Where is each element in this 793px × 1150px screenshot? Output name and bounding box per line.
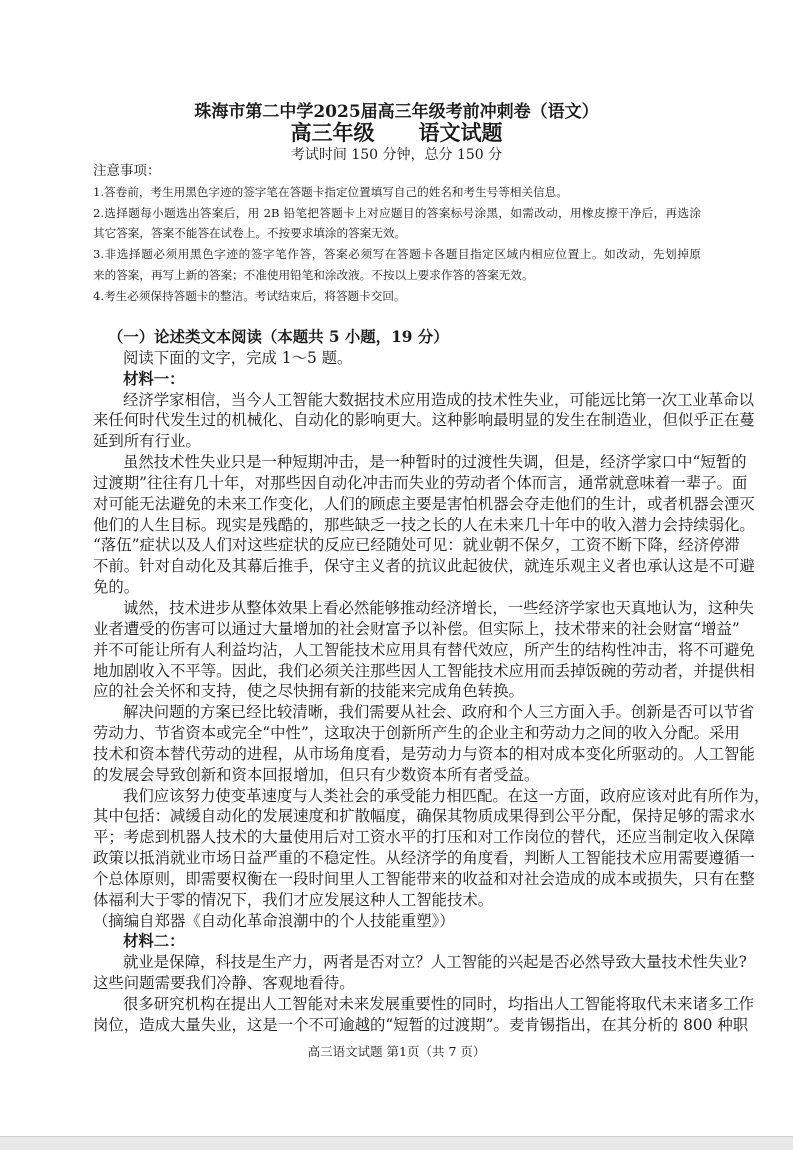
notes-heading: 注意事项： xyxy=(93,163,161,179)
text-line: 来任何时代发生过的机械化、自动化的影响更大。这种影响最明显的发生在制造业，但似乎正在蔓 xyxy=(93,411,755,430)
text-line: 政策以抵消就业市场日益严重的不稳定性。从经济学的角度看，判断人工智能技术应用需要遵循一 xyxy=(93,849,755,868)
page-footer: 高三语文试题 第1页（共 7 页） xyxy=(307,1044,486,1059)
text-line: 他们的人生目标。现实是残酷的，那些缺乏一技之长的人在未来几十年中的收入潜力会持续弱化。 xyxy=(93,515,755,534)
text-line: 对可能无法避免的未来工作变化，人们的顾虑主要是害怕机器会夺走他们的生计，或者机器会湮灭 xyxy=(93,494,755,513)
note-line: 4.考生必须保持答题卡的整洁。考试结束后，将答题卡交回。 xyxy=(93,288,406,303)
text-line: 的发展会导致创新和资本回报增加，但只有少数资本所有者受益。 xyxy=(93,765,540,784)
text-line: 体福利大于零的情况下，我们才应发展这种人工智能技术。 xyxy=(93,890,494,909)
text-line: 岗位，造成大量失业，这是一个不可逾越的“短暂的过渡期”。麦肯锡指出，在其分析的 800 种职 xyxy=(93,1015,749,1034)
text-line: 虽然技术性失业只是一种短期冲击，是一种暂时的过渡性失调，但是，经济学家口中“短暂的 xyxy=(123,453,747,472)
text-line: 不前。针对自动化及其幕后推手，保守主义者的抗议此起彼伏，就连乐观主义者也承认这是不可避 xyxy=(93,557,755,576)
paragraph xyxy=(93,390,755,453)
exam-title: 珠海市第二中学2025届高三年级考前冲刺卷（语文） xyxy=(194,102,599,122)
paragraph xyxy=(93,952,747,994)
text-line: 这些问题需要我们冷静、客观地看待。 xyxy=(93,974,355,993)
page-bottom-edge xyxy=(0,1136,793,1150)
text-line: 解决问题的方案已经比较清晰，我们需要从社会、政府和个人三方面入手。创新是否可以节省 xyxy=(123,703,755,722)
exam-notes xyxy=(93,161,701,307)
material1-label: 材料一： xyxy=(123,369,185,388)
text-line: 并不可能让所有人利益均沾，人工智能技术应用具有替代效应，所产生的结构性冲击，将不可避免 xyxy=(93,640,755,659)
subject-label: 语文试题 xyxy=(418,120,503,145)
paragraph xyxy=(93,452,755,598)
paragraph xyxy=(93,786,770,911)
text-line: 个总体原则，即需要权衡在一段时间里人工智能带来的收益和对社会造成的成本或损失，只有在整 xyxy=(93,869,755,888)
text-line: 地加剧收入不平等。因此，我们必须关注那些因人工智能技术应用而丢掉饭碗的劳动者，并提供相 xyxy=(93,661,755,680)
text-line: 就业是保障，科技是生产力，两者是否对立？人工智能的兴起是否必然导致大量技术性失业? xyxy=(123,953,747,972)
reading-section xyxy=(93,327,770,1036)
section-instruction: 阅读下面的文字，完成 1～5 题。 xyxy=(123,348,353,367)
paragraph xyxy=(93,598,755,702)
material2-body xyxy=(93,952,755,1035)
note-line: 1.答卷前，考生用黑色字迹的签字笔在答题卡指定位置填写自己的姓名和考生号等相关信息。 xyxy=(93,184,568,199)
text-line: 延到所有行业。 xyxy=(93,432,201,451)
material2-label: 材料二： xyxy=(123,932,185,951)
note-line: 其它答案，答案不能答在试卷上。不按要求填涂的答案无效。 xyxy=(93,226,407,241)
text-line: 技术和资本替代劳动的进程，从市场角度看，是劳动力与资本的相对成本变化所驱动的。人工智能 xyxy=(93,744,755,763)
paragraph xyxy=(93,702,755,785)
text-line: 免的。 xyxy=(93,578,140,597)
exam-info: 考试时间 150 分钟，总分 150 分 xyxy=(290,147,503,163)
paragraph xyxy=(93,994,755,1036)
text-line: 劳动力、节省资本或完全“中性”，这取决于创新所产生的企业主和劳动力之间的收入分配。采用 xyxy=(93,724,740,743)
text-line: 经济学家相信，当今人工智能大数据技术应用造成的技术性失业，可能远比第一次工业革命以 xyxy=(123,390,755,409)
text-line: 过渡期”往往有几十年，对那些因自动化冲击而失业的劳动者个体而言，通常就意味着一辈子。面 xyxy=(93,473,748,492)
citation: （摘编自郑器《自动化革命浪潮中的个人技能重塑》） xyxy=(93,911,455,930)
exam-subtitle xyxy=(0,117,793,147)
text-line: 很多研究机构在提出人工智能对未来发展重要性的同时，均指出人工智能将取代未来诸多工作 xyxy=(123,995,755,1013)
grade-label: 高三年级 xyxy=(290,120,375,145)
text-line: 诚然，技术进步从整体效果上看必然能够推动经济增长，一些经济学家也天真地认为，这种失 xyxy=(123,598,755,617)
note-line: 来的答案，再写上新的答案；不准使用铅笔和涂改液。不按以上要求作答的答案无效。 xyxy=(93,267,534,282)
section-heading: （一）论述类文本阅读（本题共 5 小题，19 分） xyxy=(108,328,449,346)
text-line: “落伍”症状以及人们对这些症状的反应已经随处可见：就业朝不保夕，工资不断下降，经济停滞 xyxy=(93,536,740,555)
note-line: 3.非选择题必须用黑色字迹的签字笔作答，答案必须写在答题卡各题目指定区域内相应位置上。如改动，先划掉原 xyxy=(93,247,701,262)
note-line: 2.选择题每小题选出答案后，用 2B 铅笔把答题卡上对应题目的答案标号涂黑，如需改动，用橡皮擦干净后，再选涂 xyxy=(93,205,701,220)
text-line: 其中包括：减缓自动化的发展速度和扩散幅度，确保其物质成果得到公平分配，保持足够的需求水 xyxy=(93,807,755,826)
text-line: 我们应该努力使变革速度与人类社会的承受能力相匹配。在这一方面，政府应该对此有所作为， xyxy=(123,786,770,805)
material1-body xyxy=(93,390,770,911)
text-line: 应的社会关怀和支持，使之尽快拥有新的技能来完成角色转换。 xyxy=(93,682,524,701)
text-line: 平；考虑到机器人技术的大量使用后对工资水平的打压和对工作岗位的替代，还应当制定收入保障 xyxy=(93,828,755,847)
text-line: 业者遭受的伤害可以通过大量增加的社会财富予以补偿。但实际上，技术带来的社会财富“增益” xyxy=(93,619,740,638)
